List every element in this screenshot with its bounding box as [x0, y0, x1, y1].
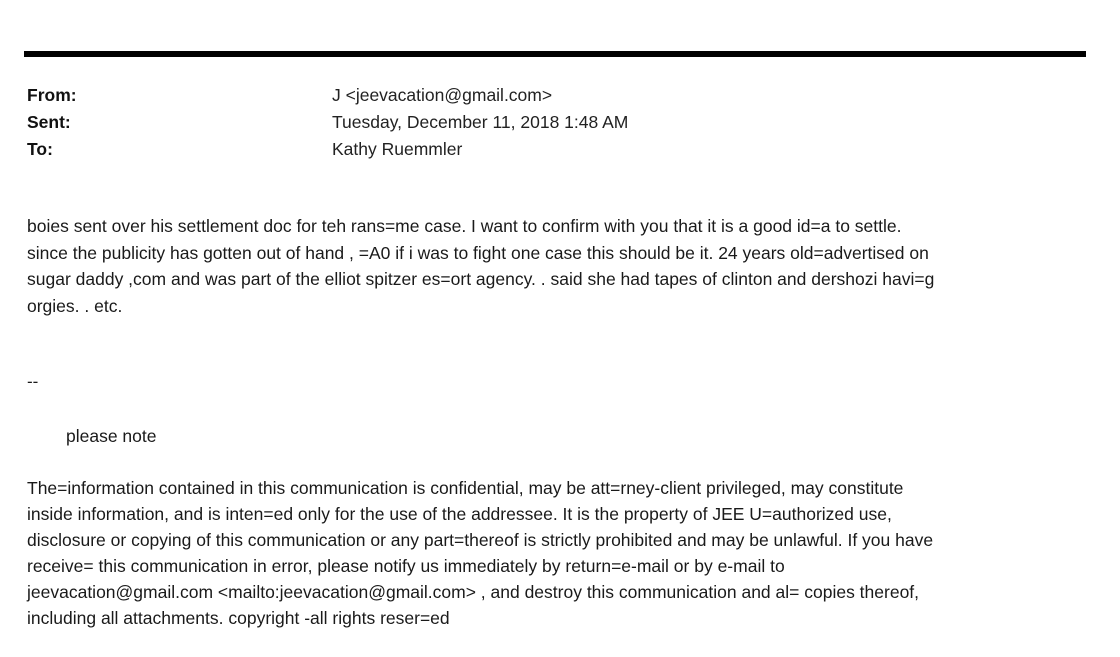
body-line: since the publicity has gotten out of hand , =A0 if i was to fight one case this should be it. 24 years old=advertised on	[27, 242, 929, 263]
sent-value: Tuesday, December 11, 2018 1:48 AM	[332, 112, 629, 132]
to-label: To:	[27, 139, 53, 159]
disclaimer-line: The=information contained in this communication is confidential, may be att=rney-client privileged, may constitute	[27, 478, 904, 498]
to-value: Kathy Ruemmler	[332, 139, 463, 159]
sent-label: Sent:	[27, 112, 71, 132]
disclaimer-line: inside information, and is inten=ed only for the use of the addressee. It is the property of JEE U=authorized use,	[27, 504, 892, 524]
to-row	[27, 136, 1077, 163]
email-headers	[27, 82, 1077, 163]
email-body	[27, 213, 1087, 319]
confidentiality-disclaimer	[27, 475, 1097, 631]
from-value: J <jeevacation@gmail.com>	[332, 85, 553, 105]
body-line: orgies. . etc.	[27, 295, 123, 316]
body-line: boies sent over his settlement doc for teh rans=me case. I want to confirm with you that it is a good id=a to settle.	[27, 216, 902, 236]
from-label: From:	[27, 85, 77, 105]
signature-separator: --	[27, 372, 39, 391]
disclaimer-line: receive= this communication in error, please notify us immediately by return=e-mail or by e-mail to	[27, 556, 785, 576]
disclaimer-line: disclosure or copying of this communication or any part=thereof is strictly prohibited and may be unlawful. If you have	[27, 530, 934, 550]
header-rule	[24, 51, 1086, 57]
sent-row	[27, 109, 1077, 136]
please-note-heading: please note	[66, 426, 157, 446]
disclaimer-line: jeevacation@gmail.com <mailto:jeevacation@gmail.com> , and destroy this communication and al= copies thereof,	[27, 582, 920, 602]
from-row	[27, 82, 1077, 109]
body-line: sugar daddy ,com and was part of the elliot spitzer es=ort agency. . said she had tapes of clinton and dershozi havi=g	[27, 269, 935, 289]
disclaimer-line: including all attachments. copyright -all rights reser=ed	[27, 608, 450, 628]
